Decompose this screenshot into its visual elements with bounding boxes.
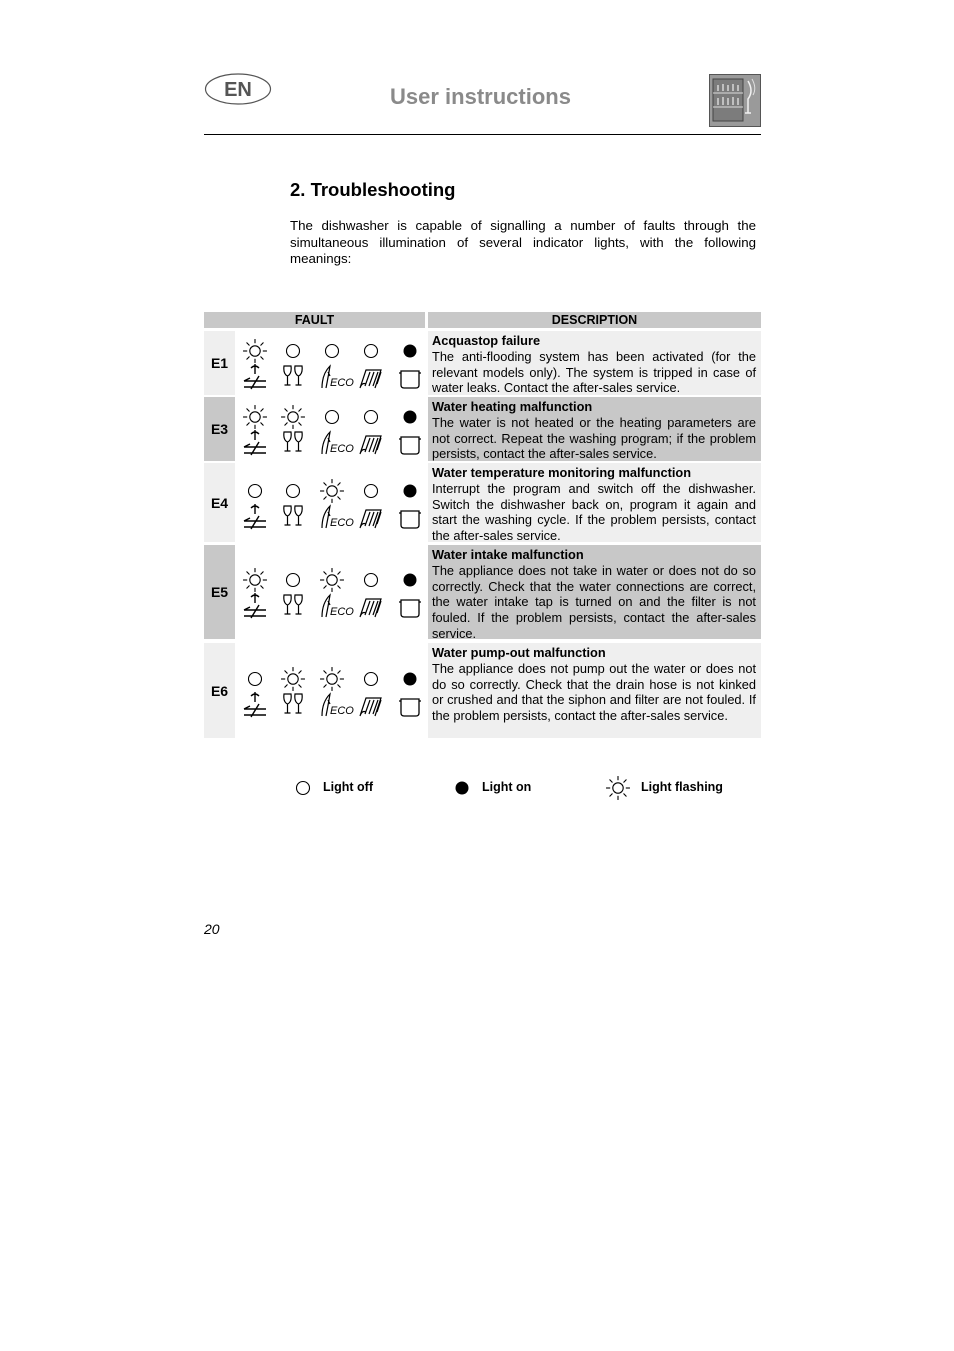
- header-divider: [204, 134, 761, 135]
- tap-icon: [241, 502, 269, 530]
- legend-light-flashing-icon: [605, 775, 631, 806]
- page-number: 20: [204, 921, 220, 937]
- tap-icon: [241, 690, 269, 718]
- light-off-icon: [280, 338, 308, 364]
- indicator-pattern: [235, 463, 425, 542]
- legend-label: Light off: [323, 780, 373, 794]
- legend-label: Light on: [482, 780, 532, 794]
- legend-light-off-icon: [290, 775, 316, 806]
- light-flashing-icon: [242, 338, 270, 364]
- light-off-icon: [242, 666, 270, 692]
- intensive-icon: [357, 502, 385, 530]
- fault-code: E4: [204, 463, 235, 542]
- tap-icon: [241, 591, 269, 619]
- fault-column-header: FAULT: [204, 312, 425, 328]
- fault-title: Water intake malfunction: [432, 547, 584, 562]
- fault-description: [428, 463, 761, 542]
- glasses-icon: [279, 591, 307, 619]
- light-off-icon: [358, 478, 386, 504]
- fault-code: E5: [204, 545, 235, 639]
- fault-code: E3: [204, 397, 235, 461]
- light-flashing-icon: [319, 478, 347, 504]
- fault-title: Water pump-out malfunction: [432, 645, 606, 660]
- fault-description: [428, 331, 761, 395]
- light-off-icon: [358, 404, 386, 430]
- light-off-icon: [358, 338, 386, 364]
- svg-text:ECO: ECO: [330, 606, 354, 618]
- fault-title: Water temperature monitoring malfunction: [432, 465, 692, 480]
- light-flashing-icon: [319, 567, 347, 593]
- pot-icon: [396, 690, 424, 718]
- svg-text:ECO: ECO: [330, 704, 354, 717]
- glasses-icon: [279, 690, 307, 718]
- language-badge-label: EN: [224, 79, 252, 101]
- light-off-icon: [280, 567, 308, 593]
- svg-text:ECO: ECO: [330, 377, 354, 389]
- glasses-icon: [279, 502, 307, 530]
- fault-code: E6: [204, 643, 235, 738]
- pot-icon: [396, 502, 424, 530]
- eco-icon: [318, 591, 354, 619]
- fault-text: Interrupt the program and switch off the dishwasher. Switch the dishwasher back on, program it again and start the washing cycle. If the problem persists, contact the after-sales service.: [432, 480, 756, 544]
- fault-description: [428, 643, 761, 738]
- light-flashing-icon: [242, 404, 270, 430]
- light-flashing-icon: [242, 567, 270, 593]
- light-off-icon: [358, 567, 386, 593]
- tap-icon: [241, 362, 269, 390]
- light-on-icon: [397, 338, 425, 364]
- fault-description: [428, 397, 761, 461]
- header-title: User instructions: [390, 84, 571, 109]
- intensive-icon: [357, 362, 385, 390]
- intensive-icon: [357, 591, 385, 619]
- indicator-pattern: [235, 545, 425, 639]
- dishwasher-photo-icon: [709, 74, 761, 127]
- svg-text:ECO: ECO: [330, 443, 354, 455]
- indicator-pattern: [235, 397, 425, 461]
- eco-icon: [318, 502, 354, 530]
- fault-title: Water heating malfunction: [432, 399, 593, 414]
- light-flashing-icon: [280, 666, 308, 692]
- glasses-icon: [279, 362, 307, 390]
- light-on-icon: [397, 478, 425, 504]
- fault-text: The water is not heated or the heating parameters are not correct. Repeat the washing program; if the problem persists, contact the after-sales service.: [432, 414, 756, 462]
- glasses-icon: [279, 428, 307, 456]
- fault-description: [428, 545, 761, 639]
- pot-icon: [396, 362, 424, 390]
- section-heading: 2. Troubleshooting: [290, 179, 456, 200]
- light-off-icon: [358, 666, 386, 692]
- light-off-icon: [319, 404, 347, 430]
- indicator-pattern: [235, 331, 425, 395]
- light-on-icon: [397, 404, 425, 430]
- pot-icon: [396, 591, 424, 619]
- language-badge: [204, 72, 272, 106]
- fault-title: Acquastop failure: [432, 333, 541, 348]
- description-column-header: DESCRIPTION: [428, 312, 761, 328]
- light-on-icon: [397, 666, 425, 692]
- light-off-icon: [242, 478, 270, 504]
- light-flashing-icon: [319, 666, 347, 692]
- tap-icon: [241, 428, 269, 456]
- light-off-icon: [280, 478, 308, 504]
- indicator-pattern: [235, 643, 425, 738]
- intensive-icon: [357, 428, 385, 456]
- eco-icon: [318, 362, 354, 390]
- pot-icon: [396, 428, 424, 456]
- fault-text: The anti-flooding system has been activated (for the relevant models only). The system is tripped in case of water leaks. Contact the after-sales service.: [432, 348, 756, 396]
- eco-icon: [318, 428, 354, 456]
- light-flashing-icon: [280, 404, 308, 430]
- intro-paragraph: The dishwasher is capable of signalling a number of faults through the simultaneous illumination of several indicator lights, with the following meanings:: [290, 218, 756, 266]
- fault-text: The appliance does not pump out the water or does not do so correctly. Check that the drain hose is not kinked or crushed and that the siphon and filter are not fouled. If the problem persists, contact the after-sales service.: [432, 660, 756, 724]
- fault-code: E1: [204, 331, 235, 395]
- light-off-icon: [319, 338, 347, 364]
- eco-icon: [318, 690, 354, 718]
- svg-text:ECO: ECO: [330, 516, 354, 529]
- fault-text: The appliance does not take in water or does not do so correctly. Check that the water connections are correct, the water intake tap is turned on and the filter is not fouled. If the problem persists, contact the after-sales service.: [432, 562, 756, 641]
- legend-label: Light flashing: [641, 780, 723, 794]
- intensive-icon: [357, 690, 385, 718]
- light-on-icon: [397, 567, 425, 593]
- legend-light-on-icon: [449, 775, 475, 806]
